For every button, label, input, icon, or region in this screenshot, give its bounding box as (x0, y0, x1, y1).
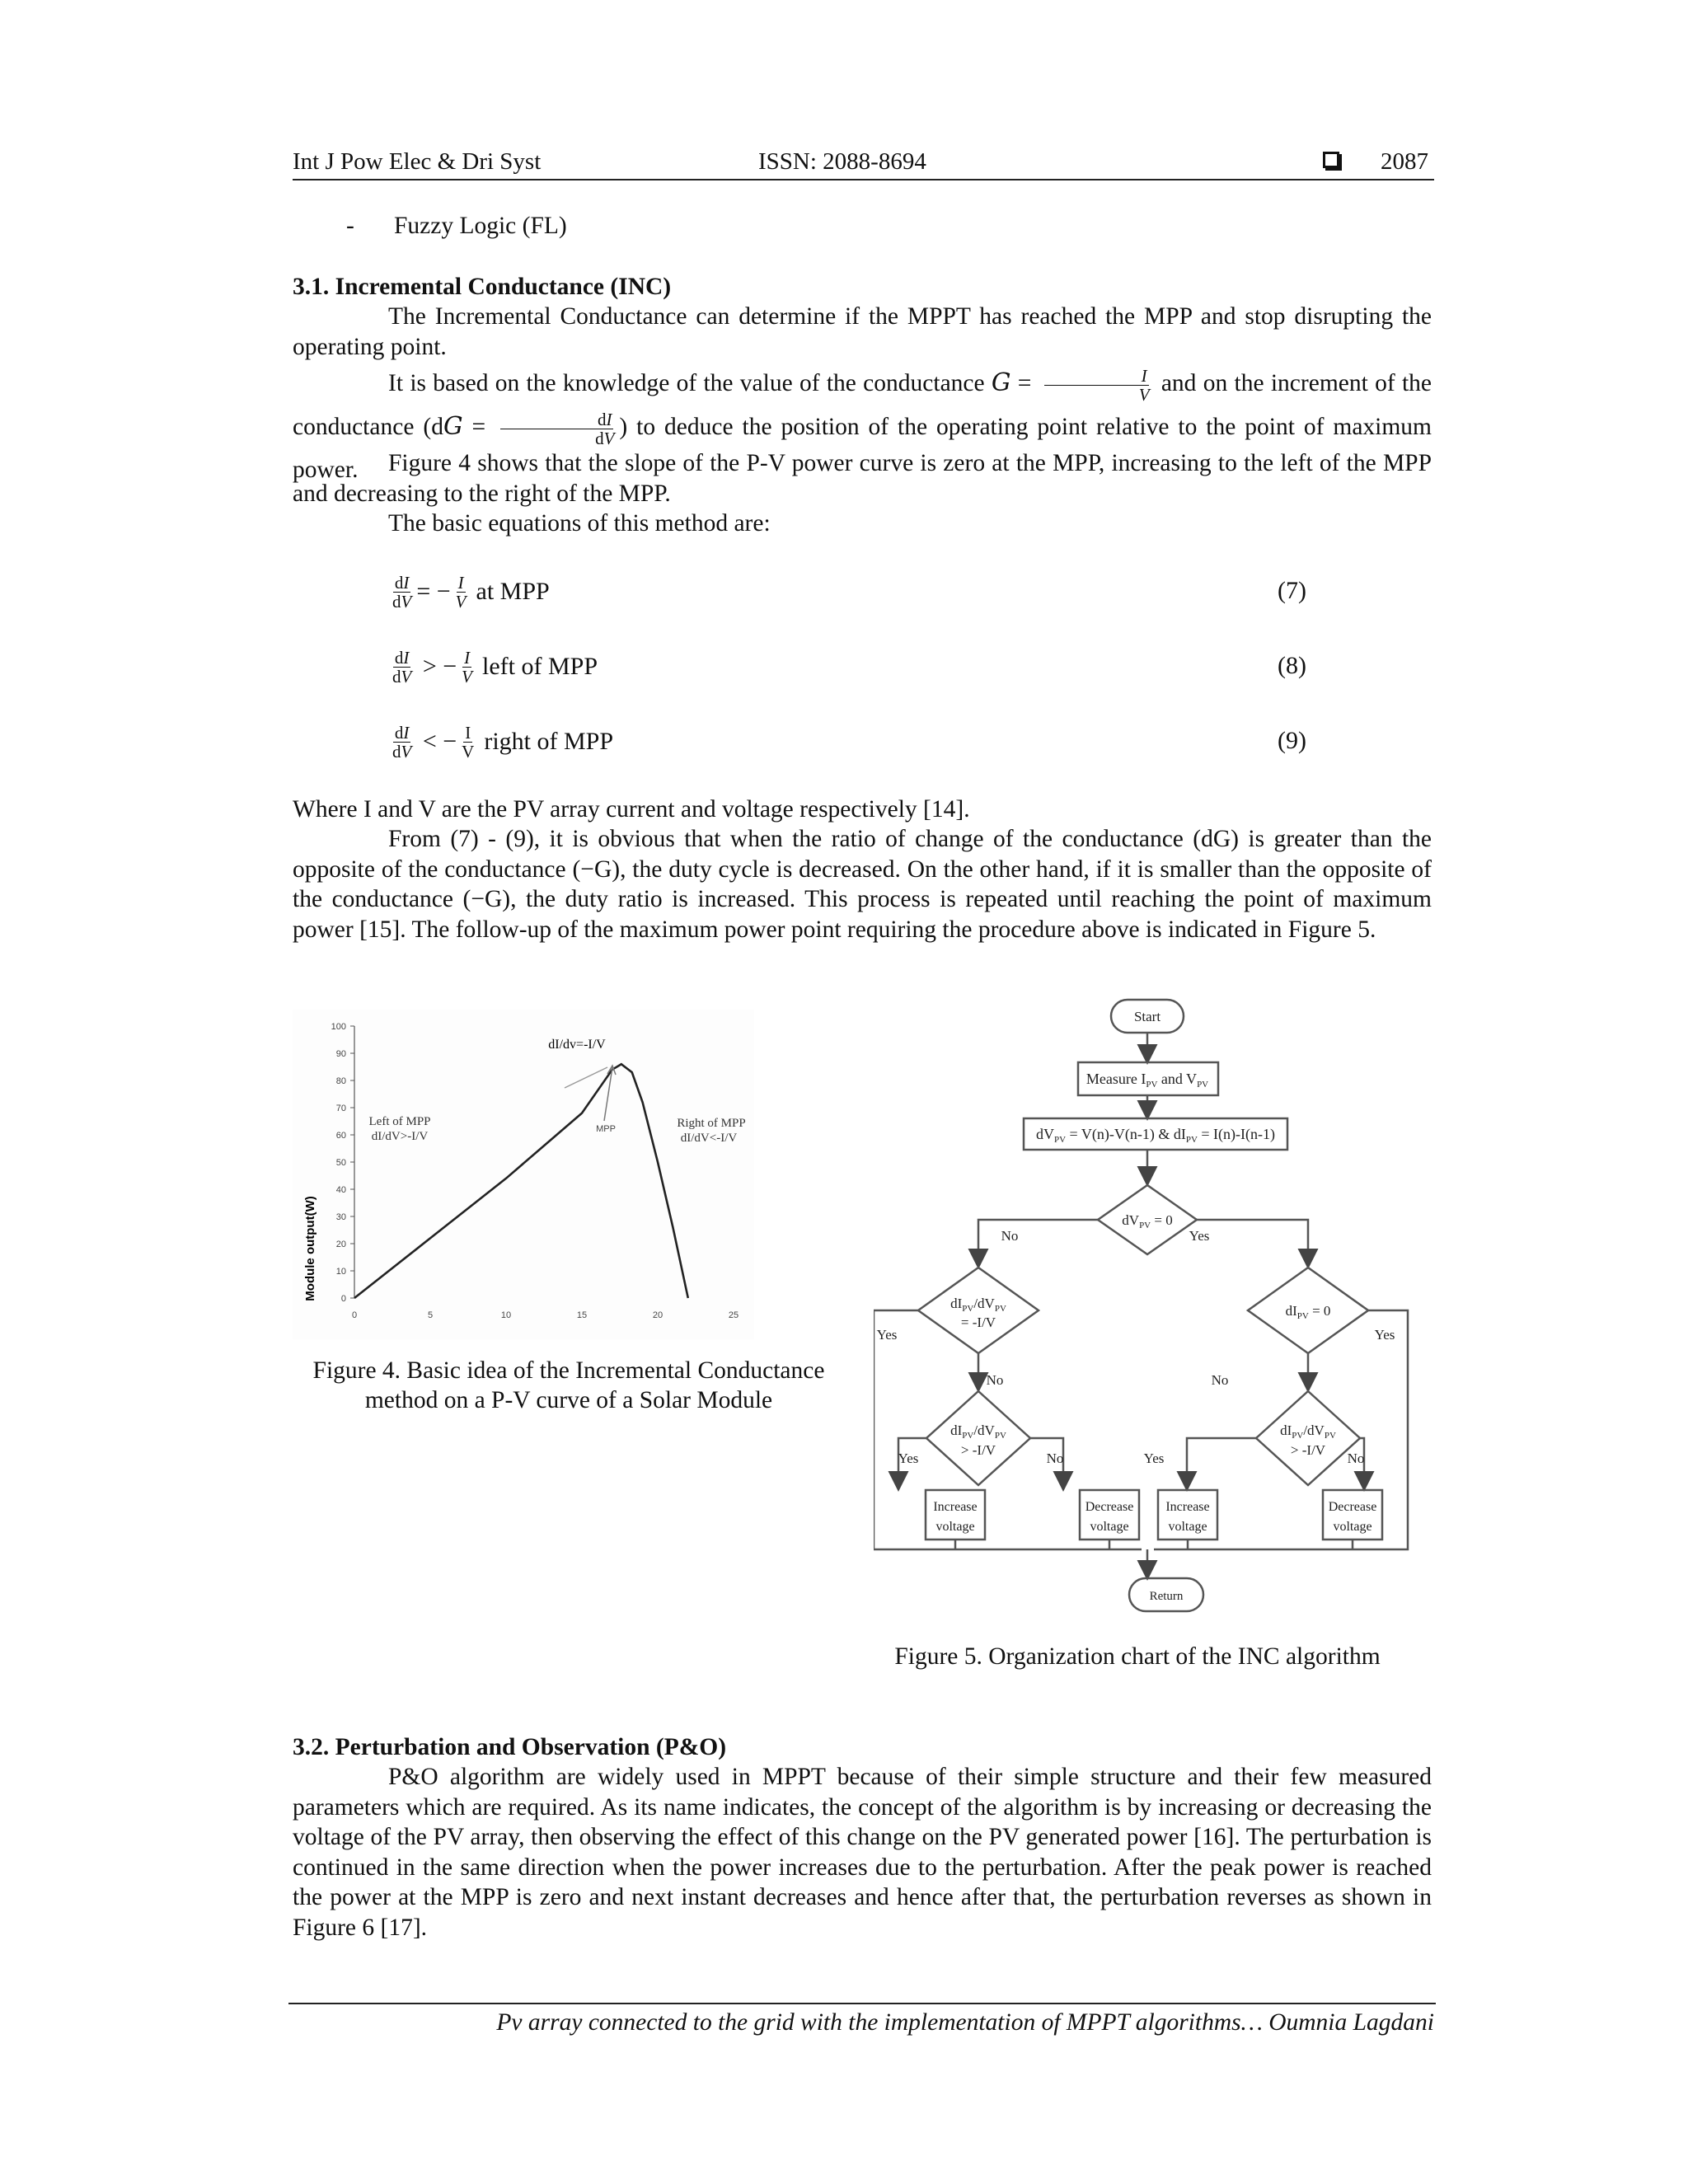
page-number: 2087 (1381, 148, 1428, 175)
paragraph: The basic equations of this method are: (388, 510, 771, 537)
fraction: $\frac{I}{V}$ (1042, 367, 1151, 404)
bullet-dash: - (346, 213, 354, 239)
y-tick-label: 70 (335, 1104, 346, 1113)
square-bullet-icon (1323, 152, 1339, 168)
y-tick-label: 90 (335, 1049, 346, 1059)
paragraph-conductance: It is based on the knowledge of the value of the conductance G = $\frac{I}{V}$ and on the increment of the conductance (dG = $\frac{dI}{dV}$ ) to deduce the position of the operating point relative to the point of maximum power. (293, 365, 1432, 483)
label-no: No (1046, 1451, 1064, 1466)
decision-ratio-label-2: = -I/V (960, 1315, 996, 1330)
y-tick-label: 100 (331, 1022, 346, 1032)
label-no: No (1211, 1372, 1229, 1388)
y-axis-label: Module output(W) (303, 1196, 317, 1301)
figure4-caption (293, 1356, 845, 1415)
action-label: voltage (935, 1520, 975, 1534)
x-tick-label: 20 (652, 1310, 663, 1320)
equation-9: $\frac{dI}{dV}$ < − $\frac{I}{V}$ right of MPP (392, 722, 614, 762)
equation-text: right of MPP (484, 728, 614, 755)
fraction: $\frac{dI}{dV}$ (498, 410, 616, 448)
equation-8: $\frac{dI}{dV}$ > − $\frac{I}{V}$ left of MPP (392, 647, 598, 687)
label-no: No (986, 1372, 1004, 1388)
decision-right-gt (1256, 1391, 1360, 1485)
section-heading: 3.2. Perturbation and Observation (P&O) (293, 1734, 727, 1760)
label-yes: Yes (1374, 1327, 1395, 1343)
inc-flowchart (874, 993, 1434, 1615)
decision-left-label-1: $dI_{PV}/dV_{PV}$ (950, 1422, 1006, 1441)
decision-dv-label: $dV_{PV} = 0$ (1122, 1212, 1173, 1230)
chart-background (293, 1010, 754, 1339)
decision-ratio-label-1: $dI_{PV}/dV_{PV}$ (950, 1296, 1006, 1314)
compute-label: $dV_{PV} = V(n)-V(n-1)$ & $dI_{PV} = I(n)-I(n-1)$ (1035, 1126, 1276, 1145)
label-yes: Yes (876, 1327, 898, 1343)
x-tick-label: 15 (576, 1310, 588, 1320)
y-tick-label: 60 (335, 1131, 346, 1141)
equation-text: at MPP (476, 578, 550, 605)
y-tick-label: 10 (335, 1267, 346, 1277)
annotation-left-2: dI/dV>-I/V (371, 1130, 429, 1143)
footer-rule (288, 2003, 1436, 2004)
caption-line: Figure 4. Basic idea of the Incremental Conductance (312, 1357, 825, 1384)
annotation-mpp: MPP (596, 1124, 616, 1134)
equation-number: (7) (1278, 577, 1306, 604)
decision-right-label-1: $dI_{PV}/dV_{PV}$ (1280, 1422, 1336, 1441)
equation-7: $\frac{dI}{dV}$ = − $\frac{I}{V}$ at MPP (392, 572, 550, 612)
return-label: Return (1149, 1590, 1184, 1603)
pv-curve-chart (293, 1010, 754, 1339)
text-run: and on the increment of the conductance ( (293, 370, 1432, 440)
action-label: Decrease (1085, 1500, 1134, 1514)
annotation-left-1: Left of MPP (368, 1115, 431, 1128)
paragraph: From (7) - (9), it is obvious that when the ratio of change of the conductance (dG) is greater than the opposite of the conductance (−G), the duty cycle is decreased. On the other hand, if it is smaller than the opposite of the conductance (−G), the duty ratio is increased. This process is repeated until reaching the point of maximum power [15]. The follow-up of the maximum power point requiring the procedure above is indicated in Figure 5. (293, 826, 1432, 943)
label-yes: Yes (1189, 1228, 1210, 1244)
y-tick-label: 80 (335, 1076, 346, 1086)
caption-line: method on a P-V curve of a Solar Module (364, 1387, 773, 1413)
text-run: It is based on the knowledge of the value of the conductance (388, 370, 985, 396)
equation-number: (9) (1278, 727, 1306, 754)
bullet-text: Fuzzy Logic (FL) (394, 213, 567, 239)
paragraph: The Incremental Conductance can determine if the MPPT has reached the MPP and stop disrupting the operating point. (293, 303, 1432, 360)
running-footer: Pv array connected to the grid with the implementation of MPPT algorithms… Oumnia Lagdani (496, 2009, 1434, 2036)
action-label: voltage (1333, 1520, 1372, 1534)
label-no: No (1347, 1451, 1365, 1466)
y-tick-label: 20 (335, 1240, 346, 1249)
header-rule (293, 179, 1434, 180)
y-tick-label: 0 (340, 1294, 346, 1304)
label-yes: Yes (898, 1451, 919, 1466)
action-label: voltage (1090, 1520, 1129, 1534)
issn: ISSN: 2088-8694 (758, 148, 926, 175)
label-yes: Yes (1143, 1451, 1165, 1466)
x-tick-label: 25 (728, 1310, 739, 1320)
decision-left-gt (926, 1391, 1030, 1485)
y-tick-label: 30 (335, 1212, 346, 1222)
action-label: Increase (1165, 1500, 1210, 1514)
annotation-top: dI/dv=-I/V (548, 1038, 606, 1052)
x-tick-label: 5 (427, 1310, 434, 1320)
journal-name: Int J Pow Elec & Dri Syst (293, 148, 542, 175)
text-run: ) to deduce the position of the operating point relative to the point of maximum power. (293, 414, 1432, 483)
x-tick-label: 10 (500, 1310, 512, 1320)
annotation-right-1: Right of MPP (677, 1117, 746, 1130)
section-heading: 3.1. Incremental Conductance (INC) (293, 274, 672, 300)
paragraph-where: Where I and V are the PV array current and voltage respectively [14]. (293, 796, 970, 823)
equation-text: left of MPP (482, 653, 598, 680)
annotation-right-2: dI/dV<-I/V (680, 1132, 738, 1145)
action-label: Decrease (1328, 1500, 1377, 1514)
paragraph: Figure 4 shows that the slope of the P-V power curve is zero at the MPP, increasing to the left of the MPP and decreasing to the right of the MPP. (293, 450, 1432, 507)
y-tick-label: 50 (335, 1158, 346, 1168)
x-tick-label: 0 (351, 1310, 358, 1320)
label-no: No (1001, 1228, 1019, 1244)
figure5-caption: Figure 5. Organization chart of the INC algorithm (894, 1643, 1381, 1670)
equation-number: (8) (1278, 652, 1306, 679)
measure-label: Measure $I_{PV}$ and $V_{PV}$ (1085, 1071, 1209, 1090)
decision-dv-zero (1098, 1185, 1197, 1254)
y-tick-label: 40 (335, 1185, 346, 1195)
paragraph: P&O algorithm are widely used in MPPT because of their simple structure and their few measured parameters which are required. As its name indicates, the concept of the algorithm is by increasing or decreasing the voltage of the PV array, then observing the effect of this change on the PV generated power [16]. The perturbation is continued in the same direction when the power increases due to the perturbation. After the peak power is reached the power at the MPP is zero and next instant decreases and hence after that, the perturbation reverses as shown in Figure 6 [17]. (293, 1764, 1432, 1941)
action-label: voltage (1168, 1520, 1207, 1534)
decision-di-label: $dI_{PV} = 0$ (1285, 1303, 1331, 1321)
action-label: Increase (933, 1500, 978, 1514)
start-label: Start (1133, 1009, 1161, 1024)
decision-right-label-2: > -I/V (1290, 1442, 1326, 1458)
decision-left-label-2: > -I/V (960, 1442, 996, 1458)
